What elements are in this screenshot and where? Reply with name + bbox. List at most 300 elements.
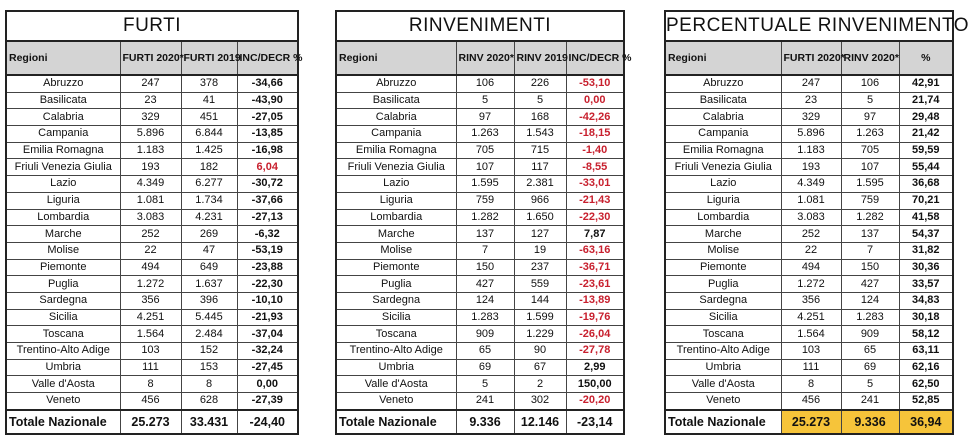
value-cell: 1.272	[781, 276, 841, 293]
table-row	[336, 209, 624, 226]
region-cell: Umbria	[336, 359, 456, 376]
region-cell: Liguria	[336, 192, 456, 209]
region-cell: Puglia	[6, 276, 120, 293]
value-cell: 107	[841, 159, 899, 176]
value-cell: 3.083	[120, 209, 181, 226]
value-cell: 23	[120, 92, 181, 109]
region-cell: Marche	[665, 226, 781, 243]
region-cell: Campania	[336, 126, 456, 143]
value-cell: 97	[456, 109, 514, 126]
value-cell: -42,26	[566, 109, 624, 126]
table-furti	[5, 10, 303, 435]
value-cell: 649	[181, 259, 237, 276]
total-label: Totale Nazionale	[336, 410, 456, 434]
value-cell: 5.896	[120, 126, 181, 143]
total-row	[6, 410, 298, 434]
value-cell: 0,00	[237, 376, 298, 393]
table-row	[665, 326, 953, 343]
table-row	[665, 292, 953, 309]
table-row	[665, 209, 953, 226]
value-cell: 55,44	[899, 159, 953, 176]
region-cell: Abruzzo	[336, 75, 456, 92]
value-cell: 30,36	[899, 259, 953, 276]
table-row	[665, 259, 953, 276]
value-cell: 1.283	[456, 309, 514, 326]
region-cell: Piemonte	[665, 259, 781, 276]
value-cell: 127	[514, 226, 566, 243]
region-cell: Molise	[336, 242, 456, 259]
region-cell: Veneto	[336, 393, 456, 410]
value-cell: 456	[781, 393, 841, 410]
value-cell: 494	[781, 259, 841, 276]
column-header-regioni: Regioni	[665, 41, 781, 75]
value-cell: 124	[841, 292, 899, 309]
region-cell: Sicilia	[665, 309, 781, 326]
value-cell: -23,61	[566, 276, 624, 293]
value-cell: 54,37	[899, 226, 953, 243]
region-cell: Friuli Venezia Giulia	[336, 159, 456, 176]
table-row	[665, 359, 953, 376]
table-row	[665, 376, 953, 393]
value-cell: 759	[456, 192, 514, 209]
value-cell: -43,90	[237, 92, 298, 109]
table-rinvenimenti	[335, 10, 632, 435]
value-cell: 23	[781, 92, 841, 109]
column-header: RINV 2020*	[456, 41, 514, 75]
region-cell: Molise	[665, 242, 781, 259]
table-row	[6, 242, 298, 259]
value-cell: -1,40	[566, 142, 624, 159]
value-cell: 4.349	[120, 176, 181, 193]
value-cell: -27,78	[566, 343, 624, 360]
value-cell: 103	[781, 343, 841, 360]
table-row	[336, 242, 624, 259]
value-cell: 124	[456, 292, 514, 309]
table-row	[665, 276, 953, 293]
value-cell: 7	[456, 242, 514, 259]
region-cell: Valle d'Aosta	[6, 376, 120, 393]
table-row	[665, 192, 953, 209]
value-cell: 5.445	[181, 309, 237, 326]
value-cell: 302	[514, 393, 566, 410]
column-header: INC/DECR %	[566, 41, 624, 75]
value-cell: 247	[120, 75, 181, 92]
value-cell: 8	[781, 376, 841, 393]
region-cell: Marche	[6, 226, 120, 243]
column-header-regioni: Regioni	[336, 41, 456, 75]
region-cell: Sicilia	[6, 309, 120, 326]
value-cell: 144	[514, 292, 566, 309]
table-row	[665, 309, 953, 326]
value-cell: 22	[120, 242, 181, 259]
value-cell: 63,11	[899, 343, 953, 360]
table-row	[6, 92, 298, 109]
table-row	[6, 176, 298, 193]
value-cell: 8	[181, 376, 237, 393]
value-cell: 19	[514, 242, 566, 259]
region-cell: Calabria	[6, 109, 120, 126]
region-cell: Marche	[336, 226, 456, 243]
table-title: FURTI	[6, 11, 298, 41]
value-cell: 59,59	[899, 142, 953, 159]
value-cell: 7,87	[566, 226, 624, 243]
value-cell: -22,30	[237, 276, 298, 293]
value-cell: 7	[841, 242, 899, 259]
column-header: FURTI 2020*	[781, 41, 841, 75]
value-cell: 715	[514, 142, 566, 159]
value-cell: 241	[841, 393, 899, 410]
value-cell: 247	[781, 75, 841, 92]
value-cell: 67	[514, 359, 566, 376]
column-header: %	[899, 41, 953, 75]
region-cell: Lombardia	[6, 209, 120, 226]
region-cell: Puglia	[665, 276, 781, 293]
table-row	[6, 393, 298, 410]
value-cell: 329	[120, 109, 181, 126]
region-cell: Abruzzo	[665, 75, 781, 92]
table-row	[336, 126, 624, 143]
value-cell: 107	[456, 159, 514, 176]
value-cell: 1.282	[456, 209, 514, 226]
table-row	[336, 376, 624, 393]
value-cell: 62,50	[899, 376, 953, 393]
value-cell: 269	[181, 226, 237, 243]
region-cell: Campania	[6, 126, 120, 143]
total-row	[336, 410, 624, 434]
table-row	[665, 75, 953, 92]
table-row	[6, 209, 298, 226]
value-cell: 106	[456, 75, 514, 92]
region-cell: Emilia Romagna	[6, 142, 120, 159]
region-cell: Emilia Romagna	[665, 142, 781, 159]
region-cell: Sicilia	[336, 309, 456, 326]
region-cell: Toscana	[6, 326, 120, 343]
value-cell: 427	[456, 276, 514, 293]
value-cell: 396	[181, 292, 237, 309]
value-cell: 378	[181, 75, 237, 92]
value-cell: -8,55	[566, 159, 624, 176]
value-cell: 3.083	[781, 209, 841, 226]
value-cell: -21,93	[237, 309, 298, 326]
value-cell: 705	[841, 142, 899, 159]
value-cell: 103	[120, 343, 181, 360]
value-cell: 1.637	[181, 276, 237, 293]
table-row	[665, 142, 953, 159]
table-row	[665, 126, 953, 143]
value-cell: -6,32	[237, 226, 298, 243]
column-header: FURTI 2020*	[120, 41, 181, 75]
value-cell: 1.263	[841, 126, 899, 143]
value-cell: 69	[456, 359, 514, 376]
value-cell: -20,20	[566, 393, 624, 410]
value-cell: 1.263	[456, 126, 514, 143]
value-cell: 1.564	[781, 326, 841, 343]
value-cell: 427	[841, 276, 899, 293]
value-cell: 628	[181, 393, 237, 410]
table-row	[6, 142, 298, 159]
table-row	[336, 343, 624, 360]
value-cell: 5	[514, 92, 566, 109]
value-cell: 70,21	[899, 192, 953, 209]
value-cell: 6.277	[181, 176, 237, 193]
value-cell: 1.599	[514, 309, 566, 326]
value-cell: 22	[781, 242, 841, 259]
region-cell: Sardegna	[336, 292, 456, 309]
table-row	[336, 75, 624, 92]
value-cell: 494	[120, 259, 181, 276]
value-cell: 1.081	[120, 192, 181, 209]
value-cell: 2.484	[181, 326, 237, 343]
region-cell: Puglia	[336, 276, 456, 293]
table-row	[336, 176, 624, 193]
value-cell: -27,39	[237, 393, 298, 410]
region-cell: Umbria	[665, 359, 781, 376]
value-cell: 34,83	[899, 292, 953, 309]
region-cell: Trentino-Alto Adige	[665, 343, 781, 360]
value-cell: 69	[841, 359, 899, 376]
table-row	[665, 109, 953, 126]
value-cell: 5	[841, 92, 899, 109]
total-value: 25.273	[120, 410, 181, 434]
table-row	[6, 376, 298, 393]
table-row	[6, 309, 298, 326]
value-cell: 559	[514, 276, 566, 293]
value-cell: -37,66	[237, 192, 298, 209]
value-cell: 21,74	[899, 92, 953, 109]
value-cell: 1.183	[781, 142, 841, 159]
value-cell: 4.251	[781, 309, 841, 326]
table-row	[6, 259, 298, 276]
region-cell: Toscana	[665, 326, 781, 343]
table-title: RINVENIMENTI	[336, 11, 624, 41]
value-cell: -13,89	[566, 292, 624, 309]
value-cell: 1.564	[120, 326, 181, 343]
region-cell: Basilicata	[665, 92, 781, 109]
value-cell: 1.595	[456, 176, 514, 193]
region-cell: Campania	[665, 126, 781, 143]
value-cell: 62,16	[899, 359, 953, 376]
region-cell: Calabria	[336, 109, 456, 126]
value-cell: -16,98	[237, 142, 298, 159]
value-cell: 150,00	[566, 376, 624, 393]
value-cell: 0,00	[566, 92, 624, 109]
value-cell: 909	[841, 326, 899, 343]
table-row	[336, 276, 624, 293]
value-cell: -10,10	[237, 292, 298, 309]
table-row	[6, 226, 298, 243]
total-value: 33.431	[181, 410, 237, 434]
value-cell: 226	[514, 75, 566, 92]
value-cell: -19,76	[566, 309, 624, 326]
value-cell: 2,99	[566, 359, 624, 376]
value-cell: 1.081	[781, 192, 841, 209]
table-row	[336, 109, 624, 126]
value-cell: -53,10	[566, 75, 624, 92]
column-header: INC/DECR %	[237, 41, 298, 75]
table-row	[336, 226, 624, 243]
total-value: 25.273	[781, 410, 841, 434]
value-cell: 41	[181, 92, 237, 109]
total-value: 36,94	[899, 410, 953, 434]
value-cell: -13,85	[237, 126, 298, 143]
value-cell: 1.283	[841, 309, 899, 326]
value-cell: 451	[181, 109, 237, 126]
table-row	[6, 276, 298, 293]
table-row	[665, 226, 953, 243]
value-cell: 52,85	[899, 393, 953, 410]
value-cell: -18,15	[566, 126, 624, 143]
table-row	[665, 159, 953, 176]
region-cell: Liguria	[6, 192, 120, 209]
table-row	[336, 192, 624, 209]
value-cell: 152	[181, 343, 237, 360]
column-header-regioni: Regioni	[6, 41, 120, 75]
value-cell: 4.251	[120, 309, 181, 326]
table-row	[336, 142, 624, 159]
region-cell: Sardegna	[665, 292, 781, 309]
value-cell: 1.650	[514, 209, 566, 226]
region-cell: Lazio	[6, 176, 120, 193]
value-cell: 966	[514, 192, 566, 209]
value-cell: 252	[120, 226, 181, 243]
value-cell: 97	[841, 109, 899, 126]
region-cell: Lazio	[336, 176, 456, 193]
value-cell: 909	[456, 326, 514, 343]
value-cell: 42,91	[899, 75, 953, 92]
total-value: 9.336	[841, 410, 899, 434]
value-cell: 47	[181, 242, 237, 259]
region-cell: Friuli Venezia Giulia	[665, 159, 781, 176]
value-cell: 4.231	[181, 209, 237, 226]
value-cell: 137	[456, 226, 514, 243]
table-row	[336, 393, 624, 410]
value-cell: 65	[456, 343, 514, 360]
value-cell: 252	[781, 226, 841, 243]
value-cell: -63,16	[566, 242, 624, 259]
total-label: Totale Nazionale	[665, 410, 781, 434]
value-cell: -27,45	[237, 359, 298, 376]
value-cell: -30,72	[237, 176, 298, 193]
value-cell: -53,19	[237, 242, 298, 259]
value-cell: 4.349	[781, 176, 841, 193]
table-row	[665, 393, 953, 410]
value-cell: 90	[514, 343, 566, 360]
table-row	[336, 292, 624, 309]
region-cell: Basilicata	[6, 92, 120, 109]
value-cell: 329	[781, 109, 841, 126]
value-cell: 36,68	[899, 176, 953, 193]
value-cell: 30,18	[899, 309, 953, 326]
table-row	[336, 359, 624, 376]
region-cell: Molise	[6, 242, 120, 259]
value-cell: 1.282	[841, 209, 899, 226]
table-row	[336, 92, 624, 109]
total-value: 9.336	[456, 410, 514, 434]
value-cell: 1.183	[120, 142, 181, 159]
value-cell: 456	[120, 393, 181, 410]
value-cell: -34,66	[237, 75, 298, 92]
region-cell: Liguria	[665, 192, 781, 209]
table-row	[665, 176, 953, 193]
value-cell: 21,42	[899, 126, 953, 143]
region-cell: Abruzzo	[6, 75, 120, 92]
value-cell: 29,48	[899, 109, 953, 126]
table-row	[6, 192, 298, 209]
value-cell: 8	[120, 376, 181, 393]
value-cell: 111	[781, 359, 841, 376]
total-row	[665, 410, 953, 434]
value-cell: 705	[456, 142, 514, 159]
region-cell: Lombardia	[665, 209, 781, 226]
value-cell: 5	[456, 376, 514, 393]
value-cell: 33,57	[899, 276, 953, 293]
region-cell: Trentino-Alto Adige	[6, 343, 120, 360]
value-cell: 5	[456, 92, 514, 109]
region-cell: Lazio	[665, 176, 781, 193]
value-cell: 111	[120, 359, 181, 376]
region-cell: Emilia Romagna	[336, 142, 456, 159]
total-value: 12.146	[514, 410, 566, 434]
total-label: Totale Nazionale	[6, 410, 120, 434]
value-cell: 182	[181, 159, 237, 176]
total-value: -23,14	[566, 410, 624, 434]
region-cell: Friuli Venezia Giulia	[6, 159, 120, 176]
table-title: PERCENTUALE RINVENIMENTO	[665, 11, 953, 41]
table-row	[6, 159, 298, 176]
value-cell: 106	[841, 75, 899, 92]
value-cell: 241	[456, 393, 514, 410]
value-cell: -37,04	[237, 326, 298, 343]
value-cell: 1.425	[181, 142, 237, 159]
value-cell: 1.595	[841, 176, 899, 193]
value-cell: -27,05	[237, 109, 298, 126]
value-cell: 193	[120, 159, 181, 176]
region-cell: Umbria	[6, 359, 120, 376]
table-row	[6, 326, 298, 343]
value-cell: -36,71	[566, 259, 624, 276]
region-cell: Valle d'Aosta	[336, 376, 456, 393]
value-cell: 5.896	[781, 126, 841, 143]
table-row	[336, 259, 624, 276]
table-row	[336, 159, 624, 176]
value-cell: 237	[514, 259, 566, 276]
value-cell: 356	[781, 292, 841, 309]
region-cell: Toscana	[336, 326, 456, 343]
column-header: FURTI 2019	[181, 41, 237, 75]
table-row	[6, 109, 298, 126]
region-cell: Sardegna	[6, 292, 120, 309]
value-cell: 1.543	[514, 126, 566, 143]
table-row	[336, 326, 624, 343]
table-row	[6, 359, 298, 376]
value-cell: 150	[456, 259, 514, 276]
value-cell: 31,82	[899, 242, 953, 259]
value-cell: 1.229	[514, 326, 566, 343]
value-cell: 193	[781, 159, 841, 176]
region-cell: Valle d'Aosta	[665, 376, 781, 393]
value-cell: 137	[841, 226, 899, 243]
column-header: RINV 2019	[514, 41, 566, 75]
value-cell: 1.734	[181, 192, 237, 209]
value-cell: 117	[514, 159, 566, 176]
value-cell: -27,13	[237, 209, 298, 226]
value-cell: -32,24	[237, 343, 298, 360]
value-cell: 6.844	[181, 126, 237, 143]
value-cell: 150	[841, 259, 899, 276]
table-row	[336, 309, 624, 326]
region-cell: Piemonte	[6, 259, 120, 276]
value-cell: 65	[841, 343, 899, 360]
